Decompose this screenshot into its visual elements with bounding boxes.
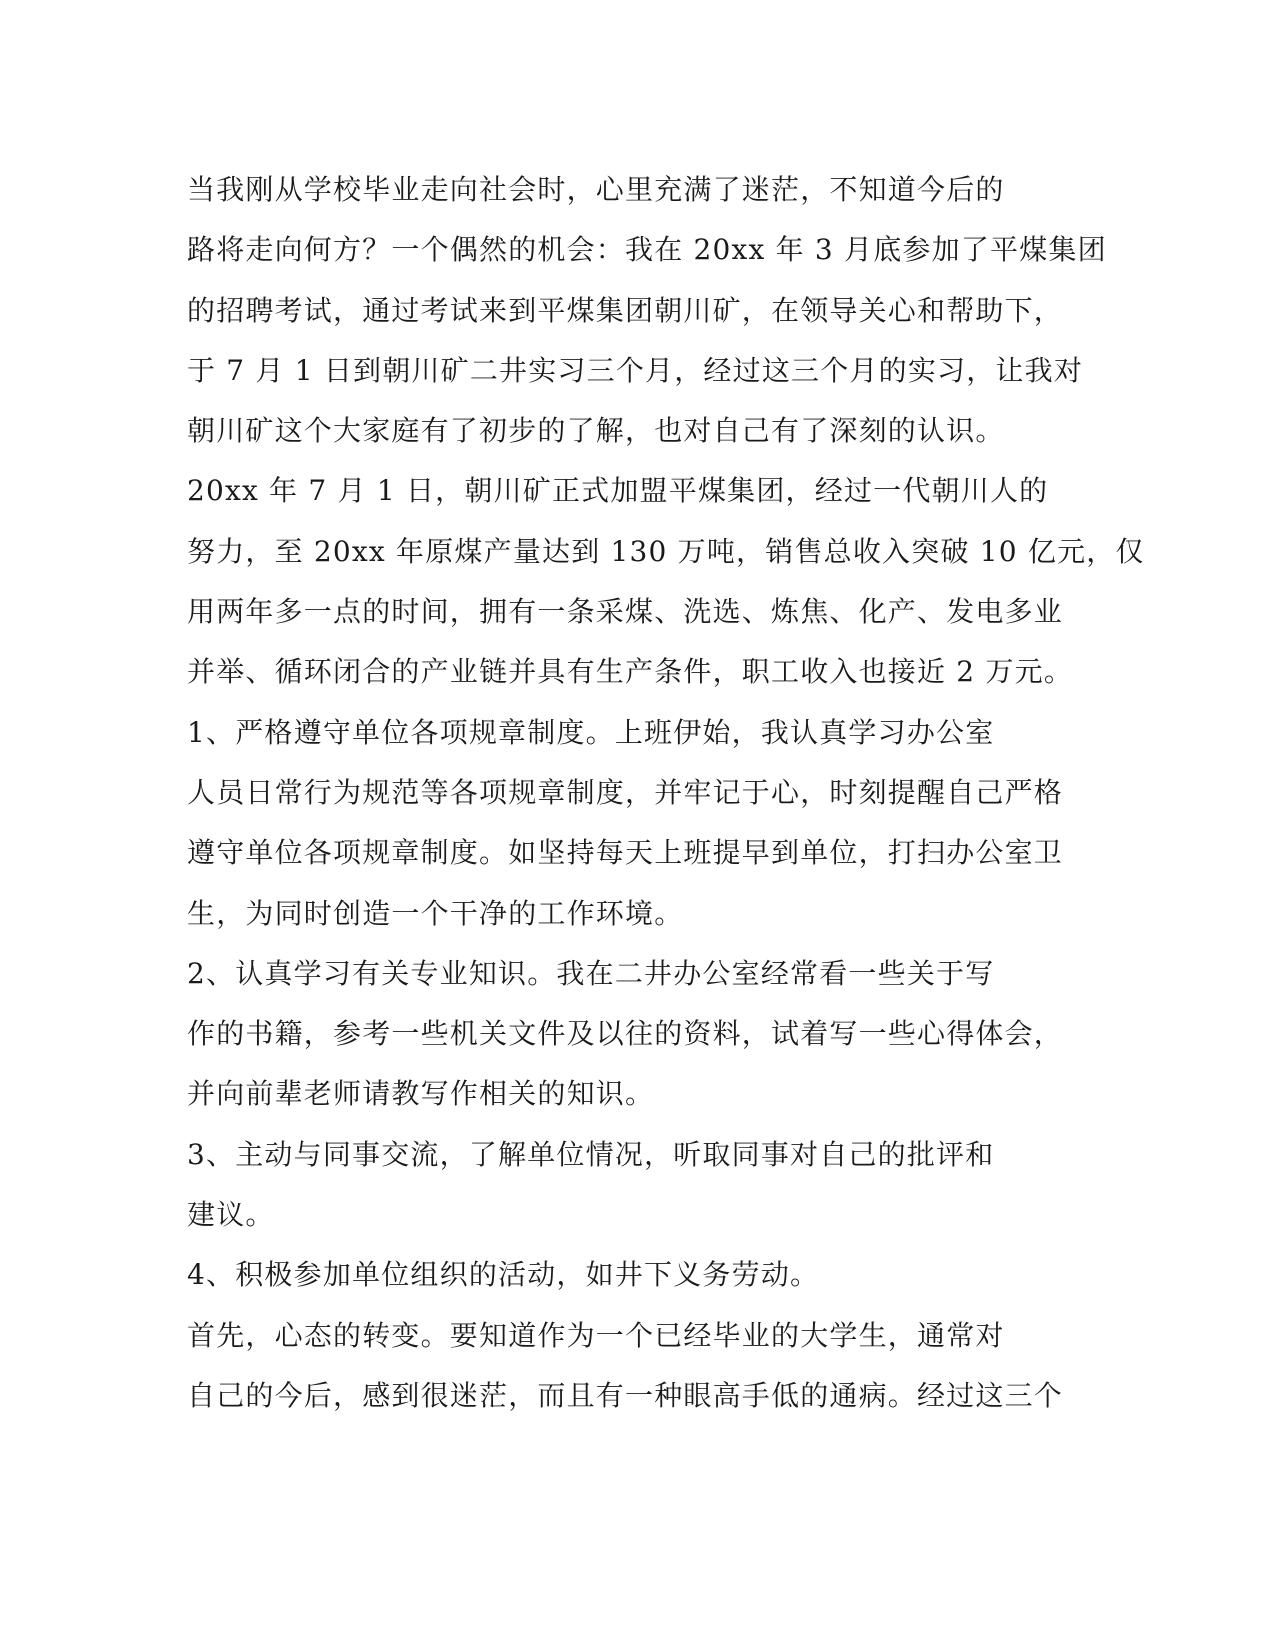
text-line: 路将走向何方？一个偶然的机会：我在 20xx 年 3 月底参加了平煤集团 [187, 233, 1107, 267]
text-line: 建议。 [187, 1198, 275, 1232]
document-body [187, 160, 1145, 1426]
paragraph [187, 160, 1107, 461]
text-line: 当我刚从学校毕业走向社会时，心里充满了迷茫，不知道今后的 [187, 173, 1005, 206]
text-line: 作的书籍，参考一些机关文件及以往的资料，试着写一些心得体会， [187, 1017, 1064, 1051]
text-line: 20xx 年 7 月 1 日，朝川矿正式加盟平煤集团，经过一代朝川人的 [187, 474, 1049, 508]
text-line: 的招聘考试，通过考试来到平煤集团朝川矿，在领导关心和帮助下， [187, 293, 1064, 327]
text-line: 3、主动与同事交流，了解单位情况，听取同事对自己的批评和 [187, 1137, 995, 1171]
text-line: 用两年多一点的时间，拥有一条采煤、洗选、炼焦、化产、发电多业 [187, 595, 1064, 629]
paragraph [187, 703, 1067, 944]
text-line: 生，为同时创造一个干净的工作环境。 [187, 896, 684, 930]
paragraph [187, 1245, 1067, 1305]
text-line: 遵守单位各项规章制度。如坚持每天上班提早到单位，打扫办公室卫 [187, 836, 1064, 870]
text-line: 努力，至 20xx 年原煤产量达到 130 万吨，销售总收入突破 10 亿元，仅 [187, 534, 1145, 568]
text-line: 朝川矿这个大家庭有了初步的了解，也对自己有了深刻的认识。 [187, 414, 1005, 448]
text-line: 首先，心态的转变。要知道作为一个已经毕业的大学生，通常对 [187, 1318, 1005, 1352]
text-line: 并举、循环闭合的产业链并具有生产条件，职工收入也接近 2 万元。 [187, 655, 1074, 689]
text-line: 于 7 月 1 日到朝川矿二井实习三个月，经过这三个月的实习，让我对 [187, 353, 1084, 387]
text-line: 1、严格遵守单位各项规章制度。上班伊始，我认真学习办公室 [187, 715, 995, 749]
text-line: 自己的今后，感到很迷茫，而且有一种眼高手低的通病。经过这三个 [187, 1378, 1064, 1412]
paragraph [187, 944, 1067, 1125]
paragraph [187, 1125, 1067, 1246]
text-line: 2、认真学习有关专业知识。我在二井办公室经常看一些关于写 [187, 956, 995, 990]
text-line: 人员日常行为规范等各项规章制度，并牢记于心，时刻提醒自己严格 [187, 775, 1064, 809]
text-line: 并向前辈老师请教写作相关的知识。 [187, 1077, 655, 1111]
text-line: 4、积极参加单位组织的活动，如井下义务劳动。 [187, 1258, 820, 1292]
paragraph [187, 461, 1145, 702]
paragraph [187, 1306, 1067, 1427]
